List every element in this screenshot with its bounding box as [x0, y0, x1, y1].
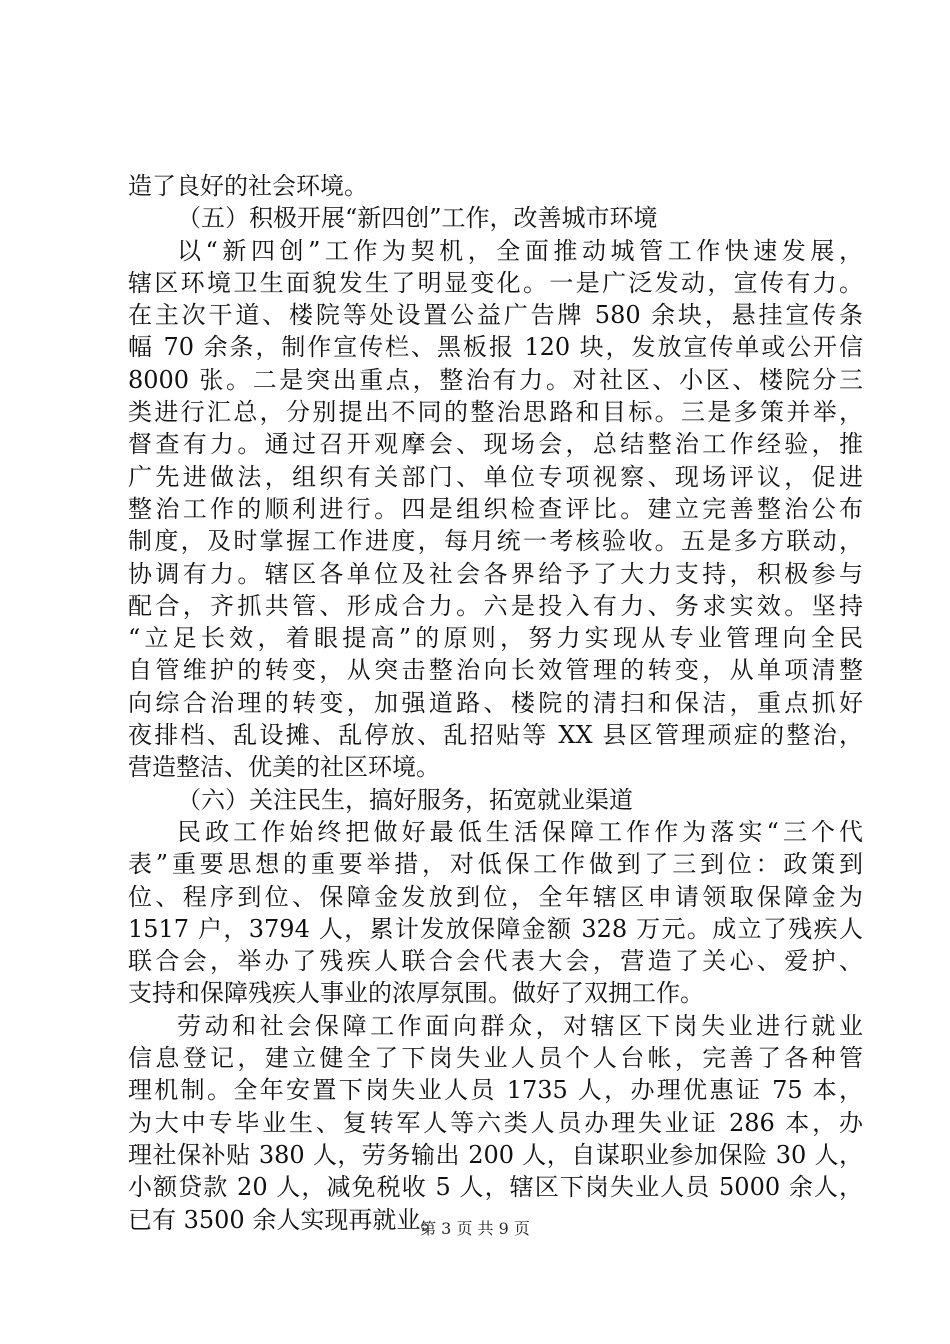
text-line: 理社保补贴 380 人，劳务输出 200 人，自谋职业参加保险 30 人，	[128, 1140, 863, 1169]
document-body	[128, 170, 863, 1236]
text-line: 表”重要思想的重要举措，对低保工作做到了三到位：政策到	[128, 850, 863, 879]
text-line: 制度，及时掌握工作进度，每月统一考核验收。五是多方联动，	[128, 527, 863, 556]
text-line: 理机制。全年安置下岗失业人员 1735 人，办理优惠证 75 本，	[128, 1076, 863, 1105]
text-line: 以“新四创”工作为契机，全面推动城管工作快速发展，	[177, 236, 863, 265]
text-line: 整治工作的顺利进行。四是组织检查评比。建立完善整治公布	[128, 494, 863, 523]
text-line: 自管维护的转变，从突击整治向长效管理的转变，从单项清整	[128, 656, 863, 685]
text-line: 已有 3500 余人实现再就业。	[128, 1205, 445, 1234]
text-line: 配合，齐抓共管、形成合力。六是投入有力、务求实效。坚持	[128, 591, 863, 620]
text-line: 幅 70 余条，制作宣传栏、黑板报 120 块，发放宣传单或公开信	[128, 333, 863, 362]
text-line: 1517 户，3794 人，累计发放保障金额 328 万元。成立了残疾人	[128, 914, 863, 943]
text-line: 位、程序到位、保障金发放到位，全年辖区申请领取保障金为	[128, 882, 863, 911]
text-line: “立足长效，着眼提高”的原则，努力实现从专业管理向全民	[128, 624, 863, 653]
text-line: 小额贷款 20 人，减免税收 5 人，辖区下岗失业人员 5000 余人，	[128, 1173, 863, 1202]
text-line: 在主次干道、楼院等处设置公益广告牌 580 余块，悬挂宣传条	[128, 301, 863, 330]
page-footer: 第 3 页 共 9 页	[420, 1219, 530, 1238]
text-line: （六）关注民生，搞好服务，拓宽就业渠道	[177, 785, 633, 814]
text-line: 夜排档、乱设摊、乱停放、乱招贴等 XX 县区管理顽症的整治，	[128, 721, 863, 750]
text-line: 信息登记，建立健全了下岗失业人员个人台帐，完善了各种管	[128, 1044, 863, 1073]
text-line: 辖区环境卫生面貌发生了明显变化。一是广泛发动，宣传有力。	[128, 268, 863, 297]
text-line: 向综合治理的转变，加强道路、楼院的清扫和保洁，重点抓好	[128, 688, 863, 717]
text-line: 联合会，举办了残疾人联合会代表大会，营造了关心、爱护、	[128, 947, 863, 976]
text-line: 劳动和社会保障工作面向群众，对辖区下岗失业进行就业	[177, 1011, 863, 1040]
text-line: 督查有力。通过召开观摩会、现场会，总结整治工作经验，推	[128, 430, 863, 459]
text-line: 造了良好的社会环境。	[128, 172, 368, 200]
text-line: 协调有力。辖区各单位及社会各界给予了大力支持，积极参与	[128, 559, 863, 588]
text-line: 广先进做法，组织有关部门、单位专项视察、现场评议，促进	[128, 462, 863, 491]
text-line: 8000 张。二是突出重点，整治有力。对社区、小区、楼院分三	[128, 365, 863, 394]
text-line: 民政工作始终把做好最低生活保障工作作为落实“三个代	[177, 817, 863, 846]
text-line: 营造整洁、优美的社区环境。	[128, 753, 440, 782]
text-line: 类进行汇总，分别提出不同的整治思路和目标。三是多策并举，	[128, 398, 863, 427]
text-line: （五）积极开展“新四创”工作，改善城市环境	[177, 204, 658, 233]
text-line: 为大中专毕业生、复转军人等六类人员办理失业证 286 本，办	[128, 1108, 863, 1137]
text-line: 支持和保障残疾人事业的浓厚氛围。做好了双拥工作。	[128, 979, 704, 1008]
